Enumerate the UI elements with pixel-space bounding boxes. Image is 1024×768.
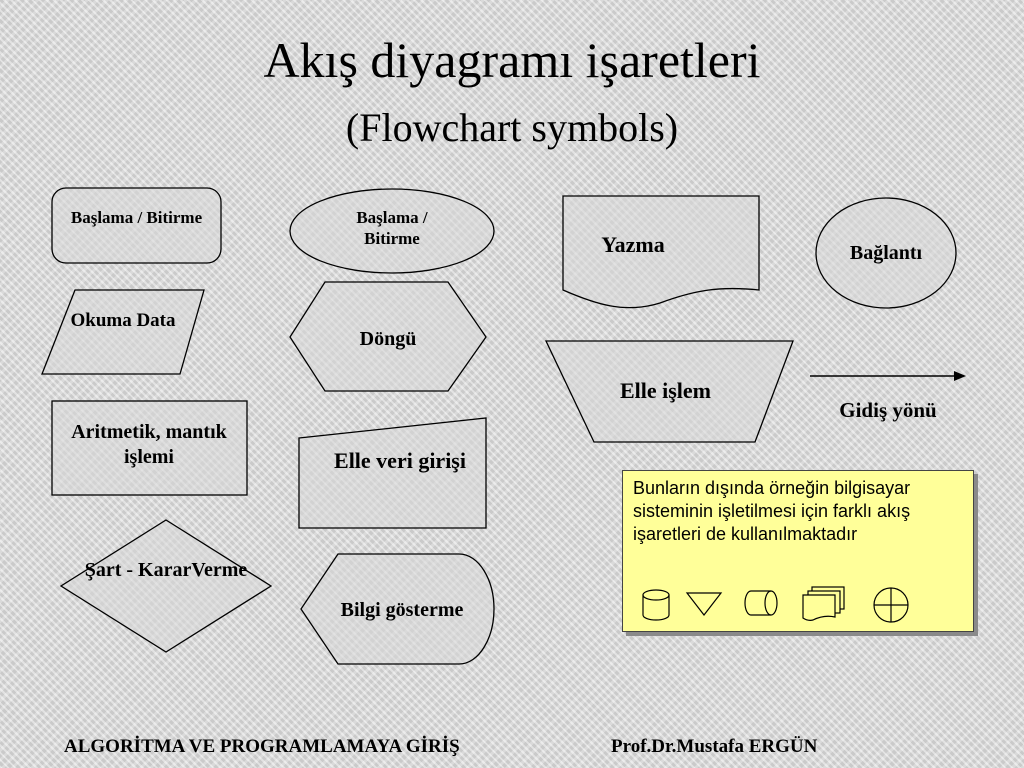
input-data-label: Okuma Data xyxy=(70,310,176,331)
disk-storage-icon xyxy=(643,590,669,620)
display-label: Bilgi gösterme xyxy=(340,599,464,621)
connector-label: Bağlantı xyxy=(849,242,923,264)
note-box xyxy=(622,470,974,632)
flow-direction-label: Gidiş yönü xyxy=(839,398,937,422)
note-icons-row xyxy=(623,583,973,633)
footer-author: Prof.Dr.Mustafa ERGÜN xyxy=(611,736,818,757)
document-label: Yazma xyxy=(601,232,665,257)
flow-direction-arrow xyxy=(810,371,966,381)
page-title: Akış diyagramı işaretleri xyxy=(263,32,761,88)
loop-label: Döngü xyxy=(359,328,417,350)
manual-operation-label: Elle işlem xyxy=(619,378,712,403)
page-subtitle: (Flowchart symbols) xyxy=(345,105,679,150)
drum-storage-icon xyxy=(745,591,777,615)
terminal-rounded-label: Başlama / Bitirme xyxy=(70,208,203,227)
summing-junction-icon xyxy=(874,588,908,622)
merge-triangle-icon xyxy=(687,593,721,615)
note-text: Bunların dışında örneğin bilgisayar sisteminin işletilmesi için farklı akış işaretleri de kullanılmaktadır xyxy=(633,478,911,544)
footer-course-title: ALGORİTMA VE PROGRAMLAMAYA GİRİŞ xyxy=(64,736,460,757)
decision-shape xyxy=(61,520,271,652)
manual-input-label: Elle veri girişi xyxy=(334,448,466,473)
terminal-oval-label: Başlama / Bitirme xyxy=(356,208,428,249)
multi-document-icon xyxy=(803,587,844,620)
process-label: Aritmetik, mantık işlemi xyxy=(71,421,227,468)
decision-label: Şart - KararVerme xyxy=(84,559,248,581)
